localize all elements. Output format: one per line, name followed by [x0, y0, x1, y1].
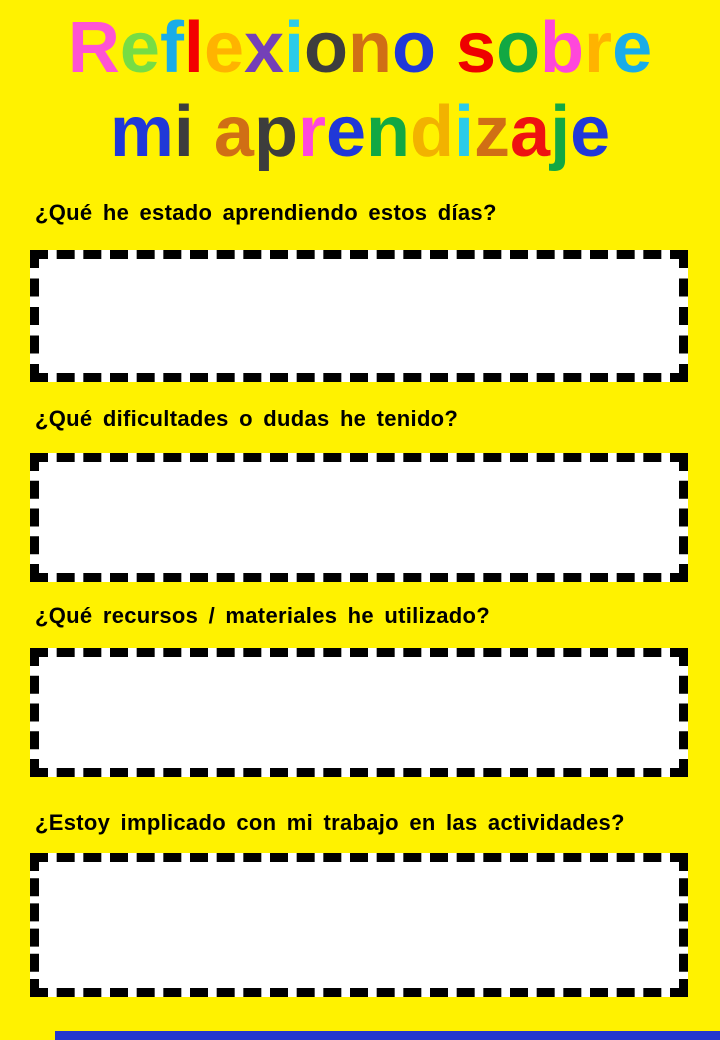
title-letter: e — [119, 8, 160, 88]
answer-box-1[interactable] — [30, 250, 688, 382]
title-letter: r — [584, 8, 613, 88]
title-letter: x — [243, 8, 285, 88]
title-letter: b — [540, 8, 585, 88]
bottom-blue-bar — [55, 1031, 720, 1040]
title-letter — [194, 92, 214, 172]
title-letter: s — [456, 8, 497, 88]
title-letter: i — [284, 8, 305, 88]
title-letter: e — [612, 8, 653, 88]
title-letter: R — [67, 8, 120, 88]
title-line-1 — [0, 6, 720, 90]
title-letter: i — [173, 92, 194, 172]
question-label-3: ¿Qué recursos / materiales he utilizado? — [35, 603, 491, 628]
title-letter: o — [392, 8, 436, 88]
title-letter: o — [496, 8, 541, 88]
title-letter: i — [454, 92, 475, 172]
title-letter: d — [410, 92, 454, 172]
title-letter: j — [550, 92, 571, 172]
title-letter — [436, 8, 456, 88]
title-letter: l — [183, 8, 204, 88]
question-label-2: ¿Qué dificultades o dudas he tenido? — [35, 406, 459, 431]
title-letter: z — [474, 92, 511, 172]
title-letter: n — [366, 92, 411, 172]
question-label-1: ¿Qué he estado aprendiendo estos días? — [35, 200, 497, 225]
title-letter: r — [297, 92, 326, 172]
title-letter: n — [348, 8, 393, 88]
title-letter: o — [304, 8, 349, 88]
title-letter: e — [203, 8, 244, 88]
title-line-2 — [0, 90, 720, 174]
title-letter: e — [570, 92, 611, 172]
title-letter: a — [213, 92, 254, 172]
answer-box-3[interactable] — [30, 648, 688, 777]
title-letter: p — [253, 92, 298, 172]
answer-box-4[interactable] — [30, 853, 688, 997]
question-label-4: ¿Estoy implicado con mi trabajo en las actividades? — [35, 810, 625, 835]
page-title — [0, 6, 720, 174]
title-letter: a — [510, 92, 551, 172]
title-letter: m — [109, 92, 174, 172]
answer-box-2[interactable] — [30, 453, 688, 582]
title-letter: e — [325, 92, 367, 172]
title-letter: f — [159, 8, 184, 88]
